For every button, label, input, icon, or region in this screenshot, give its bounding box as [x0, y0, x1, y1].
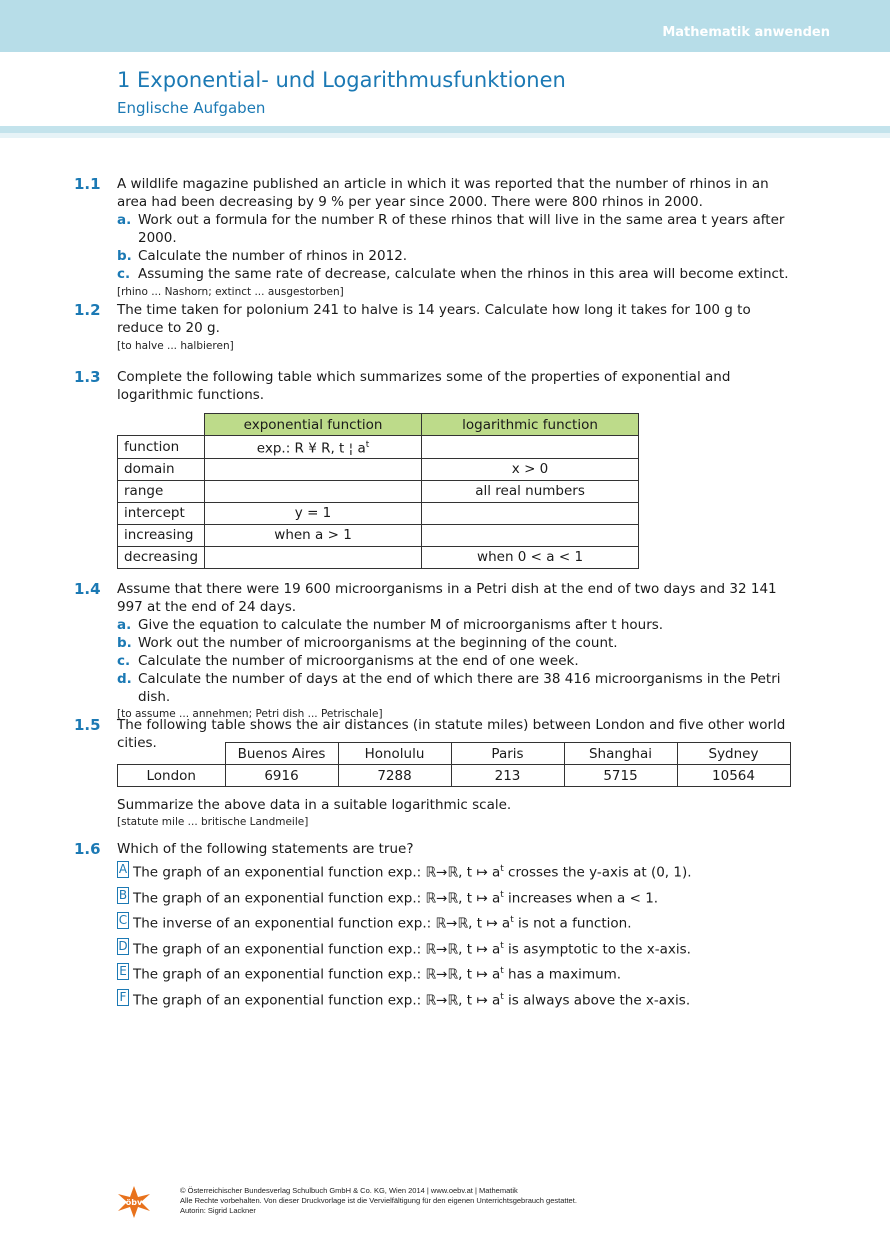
footer-rights: Alle Rechte vorbehalten. Von dieser Druckvorlage ist die Vervielfältigung für den eigenen Unterrichtsgebrauch gestattet. [180, 1196, 577, 1205]
choice-sup: t [500, 940, 504, 951]
row-label: decreasing [118, 546, 205, 568]
choice-text-end: increases when a < 1. [503, 890, 659, 906]
table-row [118, 546, 639, 568]
table-cell: y = 1 [205, 502, 422, 524]
task-item-c [117, 652, 792, 670]
table-cell: 7288 [338, 765, 451, 787]
task-number: 1.2 [74, 301, 101, 319]
task-number: 1.3 [74, 368, 101, 386]
footer-author: Autorin: Sigrid Lackner [180, 1206, 256, 1215]
table-cell [205, 546, 422, 568]
task-gloss: [rhino ... Nashorn; extinct ... ausgestorben] [117, 286, 344, 298]
table-row [118, 765, 791, 787]
table-cell [422, 524, 639, 546]
task-text: Complete the following table which summarizes some of the properties of exponential and logarithmic functions. [117, 369, 731, 403]
table-cell [422, 436, 639, 459]
cell-sup: t [365, 440, 370, 450]
item-letter: b. [117, 248, 132, 264]
footer [180, 1186, 577, 1216]
choice-text: The graph of an exponential function exp.: ℝ→ℝ, t ↦ a [133, 966, 501, 983]
task-number: 1.6 [74, 840, 101, 858]
task-item-b [117, 634, 792, 652]
item-letter: c. [117, 653, 131, 669]
task-body [117, 301, 792, 354]
choice-sup: t [500, 889, 504, 900]
logo-text: öbv [125, 1198, 143, 1207]
task-number: 1.4 [74, 580, 101, 598]
table-row [118, 458, 639, 480]
choice-d[interactable] [117, 937, 792, 959]
table-corner [118, 414, 205, 436]
task-item-a [117, 211, 792, 247]
task-number: 1.5 [74, 716, 101, 734]
choice-sup: t [500, 991, 504, 1002]
table-header-row [118, 414, 639, 436]
table-header: exponential function [205, 414, 422, 436]
row-label: function [118, 436, 205, 459]
choice-checkbox[interactable]: D [118, 938, 128, 953]
cell-text: exp.: R ¥ R, t ¦ a [256, 440, 366, 457]
item-text: Work out a formula for the number R of these rhinos that will live in the same area t years after 2000. [138, 212, 785, 246]
choice-checkbox[interactable]: F [117, 989, 129, 1006]
item-text: Assuming the same rate of decrease, calculate when the rhinos in this area will become extinct. [138, 266, 789, 282]
table-cell: when 0 < a < 1 [422, 546, 639, 568]
table-cell: 5715 [564, 765, 677, 787]
row-label: range [118, 480, 205, 502]
choice-text-end: is not a function. [513, 915, 632, 932]
task-body [117, 368, 792, 404]
table-cell [205, 436, 422, 459]
table-row [118, 480, 639, 502]
choice-sup: t [510, 915, 514, 925]
table-row [118, 524, 639, 546]
page-subtitle: Englische Aufgaben [117, 99, 266, 117]
task-body [117, 175, 792, 300]
task-text: The time taken for polonium 241 to halve is 14 years. Calculate how long it takes for 100 g to reduce to 20 g. [117, 302, 751, 336]
task-gloss: [statute mile ... britische Landmeile] [117, 816, 309, 828]
table-header: Shanghai [564, 743, 677, 765]
table-cell: all real numbers [422, 480, 639, 502]
table-header-row [118, 743, 791, 765]
task-gloss: [to assume ... annehmen; Petri dish ... Petrischale] [117, 708, 383, 720]
table-cell: when a > 1 [205, 524, 422, 546]
table-cell: 10564 [677, 765, 790, 787]
table-corner [118, 743, 226, 765]
item-letter: a. [117, 212, 132, 228]
table-header: logarithmic function [422, 414, 639, 436]
task-body [117, 580, 792, 722]
header-rule-light [0, 133, 890, 138]
table-cell: 213 [451, 765, 564, 787]
table-cell [205, 458, 422, 480]
choice-checkbox[interactable]: B [118, 887, 128, 902]
table-row [118, 436, 639, 459]
task-text: Summarize the above data in a suitable logarithmic scale. [117, 797, 512, 813]
task-text: A wildlife magazine published an article in which it was reported that the number of rhinos in an area had been decreasing by 9 % per year since 2000. There were 800 rhinos in 2000. [117, 176, 769, 210]
page-title: 1 Exponential- und Logarithmusfunktionen [117, 68, 566, 92]
item-text: Calculate the number of days at the end of which there are 38 416 microorganisms in the Petri dish. [138, 671, 781, 705]
choice-sup: t [500, 966, 504, 976]
task-gloss: [to halve ... halbieren] [117, 340, 234, 352]
choice-sup: t [500, 864, 504, 874]
item-text: Calculate the number of microorganisms at the end of one week. [138, 653, 579, 669]
choice-c[interactable] [117, 911, 792, 933]
table-header: Buenos Aires [225, 743, 338, 765]
table-cell: x > 0 [422, 458, 639, 480]
choice-b[interactable] [117, 886, 792, 908]
choice-text-end: is always above the x-axis. [503, 992, 691, 1008]
row-label: London [118, 765, 226, 787]
choice-text-end: has a maximum. [503, 966, 622, 983]
table-cell: 6916 [225, 765, 338, 787]
task-item-a [117, 616, 792, 634]
table-header: Paris [451, 743, 564, 765]
choice-e[interactable] [117, 962, 792, 984]
table-header: Sydney [677, 743, 790, 765]
header-rule [0, 126, 890, 133]
task-text: Assume that there were 19 600 microorganisms in a Petri dish at the end of two days and 32 141 997 at the end of 24 days. [117, 581, 777, 615]
task-body [117, 796, 792, 830]
choice-checkbox[interactable]: E [117, 963, 129, 980]
choice-checkbox[interactable]: C [118, 913, 128, 927]
item-text: Calculate the number of rhinos in 2012. [138, 248, 408, 264]
choice-text-end: crosses the y-axis at (0, 1). [503, 864, 692, 881]
choice-text-end: is asymptotic to the x-axis. [503, 941, 691, 957]
row-label: increasing [118, 524, 205, 546]
choice-f[interactable] [117, 988, 792, 1010]
properties-table [117, 413, 639, 569]
task-text: The following table shows the air distances (in statute miles) between London and five other world cities. [117, 717, 786, 751]
choice-a[interactable] [117, 860, 792, 882]
footer-copyright: © Österreichischer Bundesverlag Schulbuch GmbH & Co. KG, Wien 2014 | www.oebv.at | Mathematik [180, 1186, 518, 1195]
section-label: Mathematik anwenden [662, 25, 830, 40]
task-text: Which of the following statements are true? [117, 841, 414, 857]
table-row [118, 502, 639, 524]
item-text: Work out the number of microorganisms at the beginning of the count. [138, 635, 618, 651]
item-letter: b. [117, 635, 132, 651]
choice-text: The graph of an exponential function exp.: ℝ→ℝ, t ↦ a [133, 941, 501, 957]
task-item-b [117, 247, 792, 265]
task-number: 1.1 [74, 175, 101, 193]
choice-text: The graph of an exponential function exp.: ℝ→ℝ, t ↦ a [133, 890, 501, 906]
row-label: intercept [118, 502, 205, 524]
choice-text: The graph of an exponential function exp.: ℝ→ℝ, t ↦ a [133, 864, 501, 881]
table-cell [205, 480, 422, 502]
choice-text: The graph of an exponential function exp.: ℝ→ℝ, t ↦ a [133, 992, 501, 1008]
choice-text: The inverse of an exponential function exp.: ℝ→ℝ, t ↦ a [133, 915, 511, 932]
item-letter: d. [117, 671, 132, 687]
task-body [117, 840, 792, 1013]
item-letter: a. [117, 617, 132, 633]
task-item-c [117, 265, 792, 283]
item-letter: c. [117, 266, 131, 282]
publisher-logo [116, 1184, 152, 1220]
choice-checkbox[interactable]: A [118, 862, 128, 876]
row-label: domain [118, 458, 205, 480]
task-item-d [117, 670, 792, 706]
table-cell [422, 502, 639, 524]
distance-table [117, 742, 791, 787]
item-text: Give the equation to calculate the number M of microorganisms after t hours. [138, 617, 664, 633]
table-header: Honolulu [338, 743, 451, 765]
